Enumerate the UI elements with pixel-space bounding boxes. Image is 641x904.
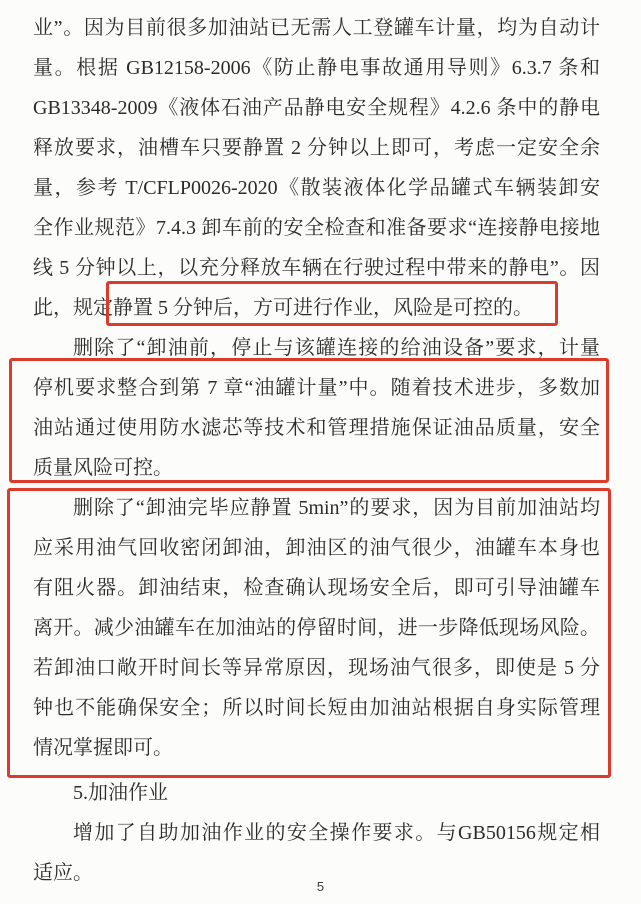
- text-line: 若卸油口敞开时间长等异常原因，现场油气很多，即使是 5 分: [33, 657, 600, 679]
- text-line: 质量风险可控。: [33, 457, 173, 479]
- text-line: 适应。: [33, 862, 93, 884]
- page-number: 5: [316, 879, 325, 894]
- text-line: 增加了自助加油作业的安全操作要求。与GB50156规定相: [73, 822, 600, 844]
- text-line: 释放要求，油槽车只要静置 2 分钟以上即可，考虑一定安全余: [33, 137, 600, 159]
- text-line: 删除了“卸油完毕应静置 5min”的要求，因为目前加油站均: [73, 497, 600, 519]
- section-heading: 5.加油作业: [73, 782, 168, 804]
- text-line: 业”。因为目前很多加油站已无需人工登罐车计量，均为自动计: [33, 17, 600, 39]
- text-line: 量。根据 GB12158-2006《防止静电事故通用导则》6.3.7 条和: [33, 57, 600, 79]
- text-line: 油站通过使用防水滤芯等技术和管理措施保证油品质量，安全: [33, 417, 600, 439]
- document-text-column: [33, 8, 600, 893]
- text-line: 应采用油气回收密闭卸油，卸油区的油气很少，油罐车本身也: [33, 537, 600, 559]
- text-line: 有阻火器。卸油结束，检查确认现场安全后，即可引导油罐车: [33, 577, 600, 599]
- text-line: 线 5 分钟以上，以充分释放车辆在行驶过程中带来的静电”。因: [33, 257, 600, 279]
- text-line: 量，参考 T/CFLP0026-2020《散装液体化学品罐式车辆装卸安: [33, 177, 600, 199]
- text-line: 删除了“卸油前，停止与该罐连接的给油设备”要求，计量: [73, 337, 600, 359]
- text-line: 钟也不能确保安全；所以时间长短由加油站根据自身实际管理: [33, 697, 600, 719]
- text-line: 停机要求整合到第 7 章“油罐计量”中。随着技术进步，多数加: [33, 377, 600, 399]
- text-line: 此，规定静置 5 分钟后，方可进行作业，风险是可控的。: [33, 297, 533, 319]
- text-line: 离开。减少油罐车在加油站的停留时间，进一步降低现场风险。: [33, 617, 600, 639]
- text-line: 全作业规范》7.4.3 卸车前的安全检查和准备要求“连接静电接地: [33, 217, 600, 239]
- text-line: 情况掌握即可。: [33, 737, 173, 759]
- text-line: GB13348-2009《液体石油产品静电安全规程》4.2.6 条中的静电: [33, 97, 600, 119]
